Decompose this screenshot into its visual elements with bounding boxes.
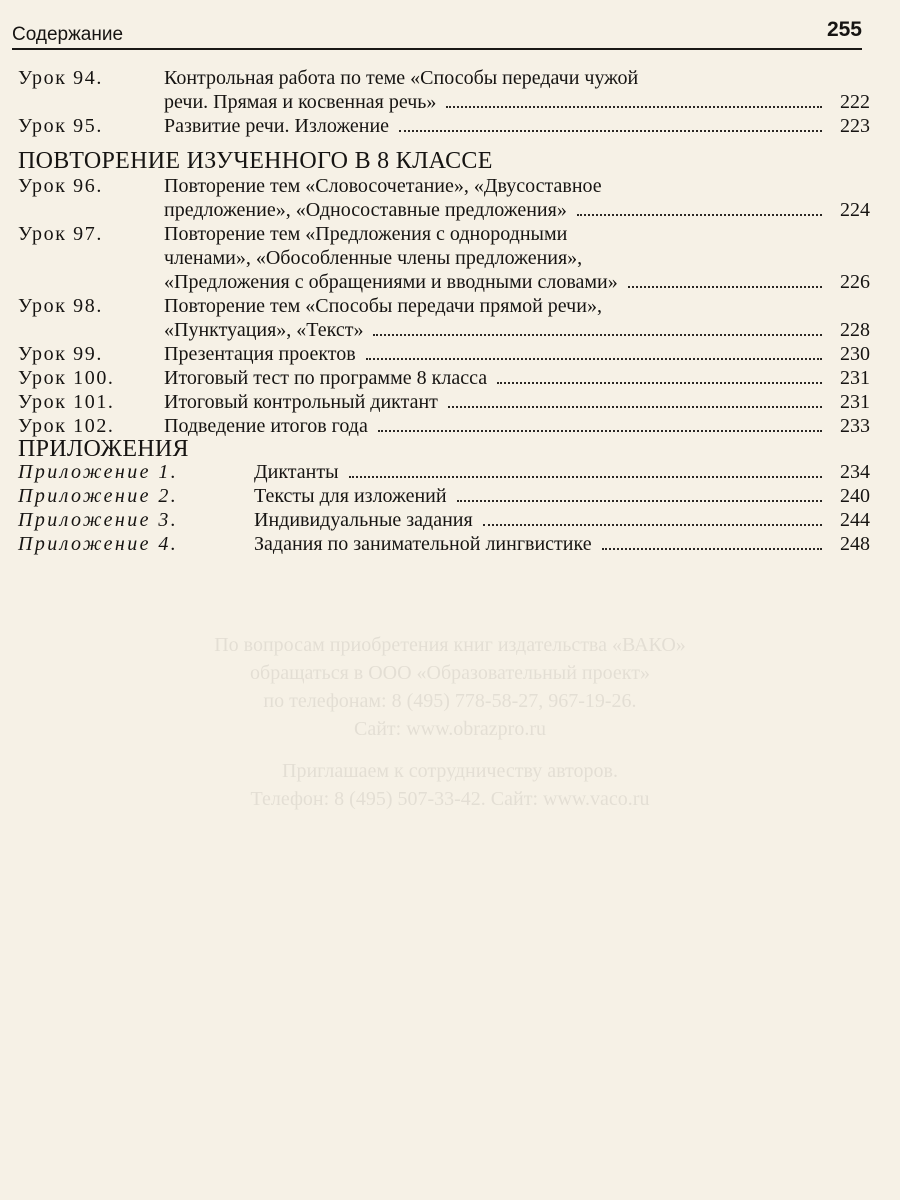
toc-title-text: Диктанты (254, 461, 339, 483)
toc-page-number: 244 (840, 509, 870, 531)
toc-title-line (164, 222, 870, 246)
toc-entry-label: Урок 101. (18, 391, 115, 413)
toc-title-line (164, 414, 870, 438)
toc-page-number: 223 (840, 115, 870, 137)
toc-entry (18, 460, 870, 484)
section-heading: ПРИЛОЖЕНИЯ (18, 436, 189, 462)
dot-leader (373, 334, 822, 336)
dot-leader (577, 214, 822, 216)
toc-entry-title (246, 460, 870, 484)
toc-title-text: членами», «Обособленные члены предложения», (164, 247, 583, 269)
toc-title-text: Задания по занимательной лингвистике (254, 533, 592, 555)
toc-title-line (164, 114, 870, 138)
toc-page-number: 228 (840, 319, 870, 341)
toc-entry (18, 484, 870, 508)
toc-entry-title (246, 532, 870, 556)
toc-title-line (164, 318, 870, 342)
toc-page-number: 231 (840, 391, 870, 413)
bleed-text: Сайт: www.obrazpro.ru (354, 718, 546, 740)
toc-entry (18, 414, 870, 438)
toc-entry-title (156, 66, 870, 114)
toc-entry-label: Приложение 2. (18, 485, 179, 507)
toc-title-text: «Пунктуация», «Текст» (164, 319, 364, 341)
toc-title-line (164, 66, 870, 90)
toc-title-text: Индивидуальные задания (254, 509, 473, 531)
toc-title-line (164, 342, 870, 366)
dot-leader (399, 130, 822, 132)
toc-entry (18, 366, 870, 390)
toc-page-number: 226 (840, 271, 870, 293)
toc-entry-label: Урок 96. (18, 175, 103, 197)
toc-title-text: Презентация проектов (164, 343, 356, 365)
dot-leader (378, 430, 822, 432)
dot-leader (497, 382, 822, 384)
toc-entry-title (156, 342, 870, 366)
bleed-text: Приглашаем к сотрудничеству авторов. (282, 760, 618, 782)
toc-title-line (164, 246, 870, 270)
toc-entry (18, 294, 870, 342)
toc-page-number: 230 (840, 343, 870, 365)
toc-entry-label: Урок 100. (18, 367, 115, 389)
toc-entry (18, 390, 870, 414)
toc-entry-title (156, 390, 870, 414)
toc-title-text: Подведение итогов года (164, 415, 368, 437)
dot-leader (457, 500, 822, 502)
toc-entry (18, 66, 870, 114)
section-title: Содержание (12, 24, 124, 45)
bleed-text: Телефон: 8 (495) 507-33-42. Сайт: www.vaco.ru (250, 788, 650, 810)
running-header (12, 18, 862, 50)
toc-page-number: 234 (840, 461, 870, 483)
toc-entry-title (156, 114, 870, 138)
toc-entry (18, 532, 870, 556)
dot-leader (446, 106, 822, 108)
toc-title-text: Повторение тем «Способы передачи прямой речи», (164, 295, 602, 317)
toc-entry (18, 222, 870, 294)
dot-leader (366, 358, 822, 360)
toc-entry-title (246, 484, 870, 508)
bleed-text: по телефонам: 8 (495) 778-58-27, 967-19-26. (263, 690, 637, 712)
toc-entry-label: Урок 99. (18, 343, 103, 365)
toc-title-line (164, 366, 870, 390)
toc-entry-label: Приложение 1. (18, 461, 179, 483)
toc-entry-label: Урок 95. (18, 115, 103, 137)
toc-title-line (164, 294, 870, 318)
toc-entry-title (156, 414, 870, 438)
toc-block (18, 460, 870, 556)
toc-entry-title (156, 222, 870, 294)
toc-heading-block (18, 148, 870, 175)
toc-title-text: Контрольная работа по теме «Способы передачи чужой (164, 67, 639, 89)
dot-leader (602, 548, 822, 550)
toc-entry (18, 342, 870, 366)
toc-title-text: речи. Прямая и косвенная речь» (164, 91, 437, 113)
toc-entry-label: Урок 94. (18, 67, 103, 89)
page-number: 255 (826, 18, 862, 41)
toc-entry-label: Приложение 3. (18, 509, 179, 531)
toc-page-number: 233 (840, 415, 870, 437)
toc-page-number: 224 (840, 199, 870, 221)
toc-title-text: Итоговый тест по программе 8 класса (164, 367, 488, 389)
toc-block (18, 174, 870, 438)
toc-page-number: 231 (840, 367, 870, 389)
toc-entry-title (156, 174, 870, 222)
dot-leader (349, 476, 822, 478)
toc-title-text: предложение», «Односоставные предложения» (164, 199, 567, 221)
toc-title-text: Тексты для изложений (254, 485, 447, 507)
toc-title-text: «Предложения с обращениями и вводными словами» (164, 271, 618, 293)
toc-entry-label: Урок 98. (18, 295, 103, 317)
toc-page-number: 248 (840, 533, 870, 555)
toc-title-line (164, 390, 870, 414)
toc-page-number: 222 (840, 91, 870, 113)
toc-entry-title (156, 294, 870, 342)
toc-entry (18, 174, 870, 222)
toc-title-text: Развитие речи. Изложение (164, 115, 390, 137)
bleed-text: обращаться в ООО «Образовательный проект» (250, 662, 650, 684)
toc-title-text: Повторение тем «Словосочетание», «Двусоставное (164, 175, 602, 197)
toc-title-line (254, 508, 870, 532)
toc-entry-title (156, 366, 870, 390)
toc-title-line (164, 174, 870, 198)
toc-entry-label: Урок 102. (18, 415, 115, 437)
toc-title-line (254, 532, 870, 556)
toc-heading-block (18, 436, 870, 463)
toc-page-number: 240 (840, 485, 870, 507)
dot-leader (448, 406, 822, 408)
toc-title-line (164, 198, 870, 222)
toc-title-line (254, 460, 870, 484)
toc-title-line (164, 90, 870, 114)
toc-entry-title (246, 508, 870, 532)
toc-entry-label: Приложение 4. (18, 533, 179, 555)
toc-title-text: Итоговый контрольный диктант (164, 391, 438, 413)
section-heading: ПОВТОРЕНИЕ ИЗУЧЕННОГО В 8 КЛАССЕ (18, 148, 493, 174)
dot-leader (628, 286, 822, 288)
toc-entry (18, 508, 870, 532)
toc-title-line (254, 484, 870, 508)
bleed-text: По вопросам приобретения книг издательства «ВАКО» (214, 634, 686, 656)
dot-leader (483, 524, 822, 526)
toc-block (18, 66, 870, 138)
toc-entry-label: Урок 97. (18, 223, 103, 245)
toc-entry (18, 114, 870, 138)
toc-title-text: Повторение тем «Предложения с однородными (164, 223, 568, 245)
toc-title-line (164, 270, 870, 294)
